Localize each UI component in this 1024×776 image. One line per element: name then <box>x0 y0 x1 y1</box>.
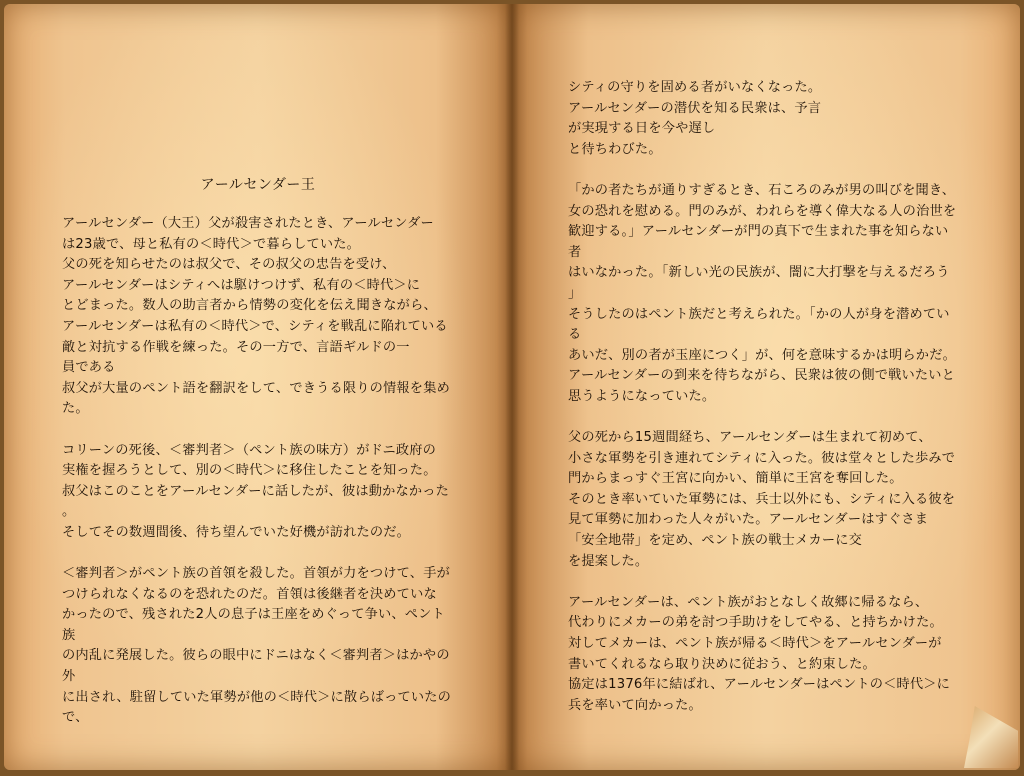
right-page-text: シティの守りを固める者がいなくなった。 アールセンダーの潜伏を知る民衆は、予言 が実現する日を今や遅し と待ちわびた。 「かの者たちが通りすぎるとき、石ころのみが男の叫びを聞き、 女の恐れを慰める。門のみが、われらを導く偉大なる人の治世を 歓迎する。」アールセンダーが門の真下で生まれた事を知らない 者 はいなかった。「新しい光の民族が、闇に大打撃を与えるだろう 」 そうしたのはペント族だと考えられた。「かの人が身を潜めてい る あいだ、別の者が玉座につく」が、何を意味するかは明らかだ。 アールセンダーの到来を待ちながら、民衆は彼の側で戦いたいと 思うようになっていた。 父の死から15週間経ち、アールセンダーは生まれて初めて、 小さな軍勢を引き連れてシティに入った。彼は堂々とした歩みで 門からまっすぐ王宮に向かい、簡単に王宮を奪回した。 そのとき率いていた軍勢には、兵士以外にも、シティに入る彼を 見て軍勢に加わった人々がいた。アールセンダーはすぐさま 「安全地帯」を定め、ペント族の戦士メカーに交 を提案した。 アールセンダーは、ペント族がおとなしく故郷に帰るなら、 代わりにメカーの弟を討つ手助けをしてやる、と持ちかけた。 対してメカーは、ペント族が帰る＜時代＞をアールセンダーが 書いてくれるなら取り決めに従おう、と約束した。 協定は1376年に結ばれ、アールセンダーはペントの＜時代＞に 兵を率いて向かった。 <box>568 80 957 713</box>
right-page[interactable] <box>512 4 1020 770</box>
book-spine-gutter <box>505 4 519 770</box>
left-page[interactable] <box>4 4 512 770</box>
left-page-text: アールセンダー（大王）父が殺害されたとき、アールセンダー は23歳で、母と私有の＜時代＞で暮らしていた。 父の死を知らせたのは叔父で、その叔父の忠告を受け、 アールセンダーはシティへは駆けつけず、私有の＜時代＞に とどまった。数人の助言者から情勢の変化を伝え聞きながら、 アールセンダーは私有の＜時代＞で、シティを戦乱に陥れている 敵と対抗する作戦を練った。その一方で、言語ギルドの一 員である 叔父が大量のペント語を翻訳をして、できうる限りの情報を集め た。 コリーンの死後、＜審判者＞（ペント族の味方）がドニ政府の 実権を握ろうとして、別の＜時代＞に移住したことを知った。 叔父はこのことをアールセンダーに話したが、彼は動かなかった 。 そしてその数週間後、待ち望んでいた好機が訪れたのだ。 ＜審判者＞がペント族の首領を殺した。首領が力をつけて、手が つけられなくなるのを恐れたのだ。首領は後継者を決めていな かったので、残された2人の息子は王座をめぐって争い、ペント 族 の内乱に発展した。彼らの眼中にドニはなく＜審判者＞はかやの 外 に出され、駐留していた軍勢が他の＜時代＞に散らばっていたの で、 <box>62 216 452 726</box>
chapter-title: アールセンダー王 <box>200 177 316 193</box>
